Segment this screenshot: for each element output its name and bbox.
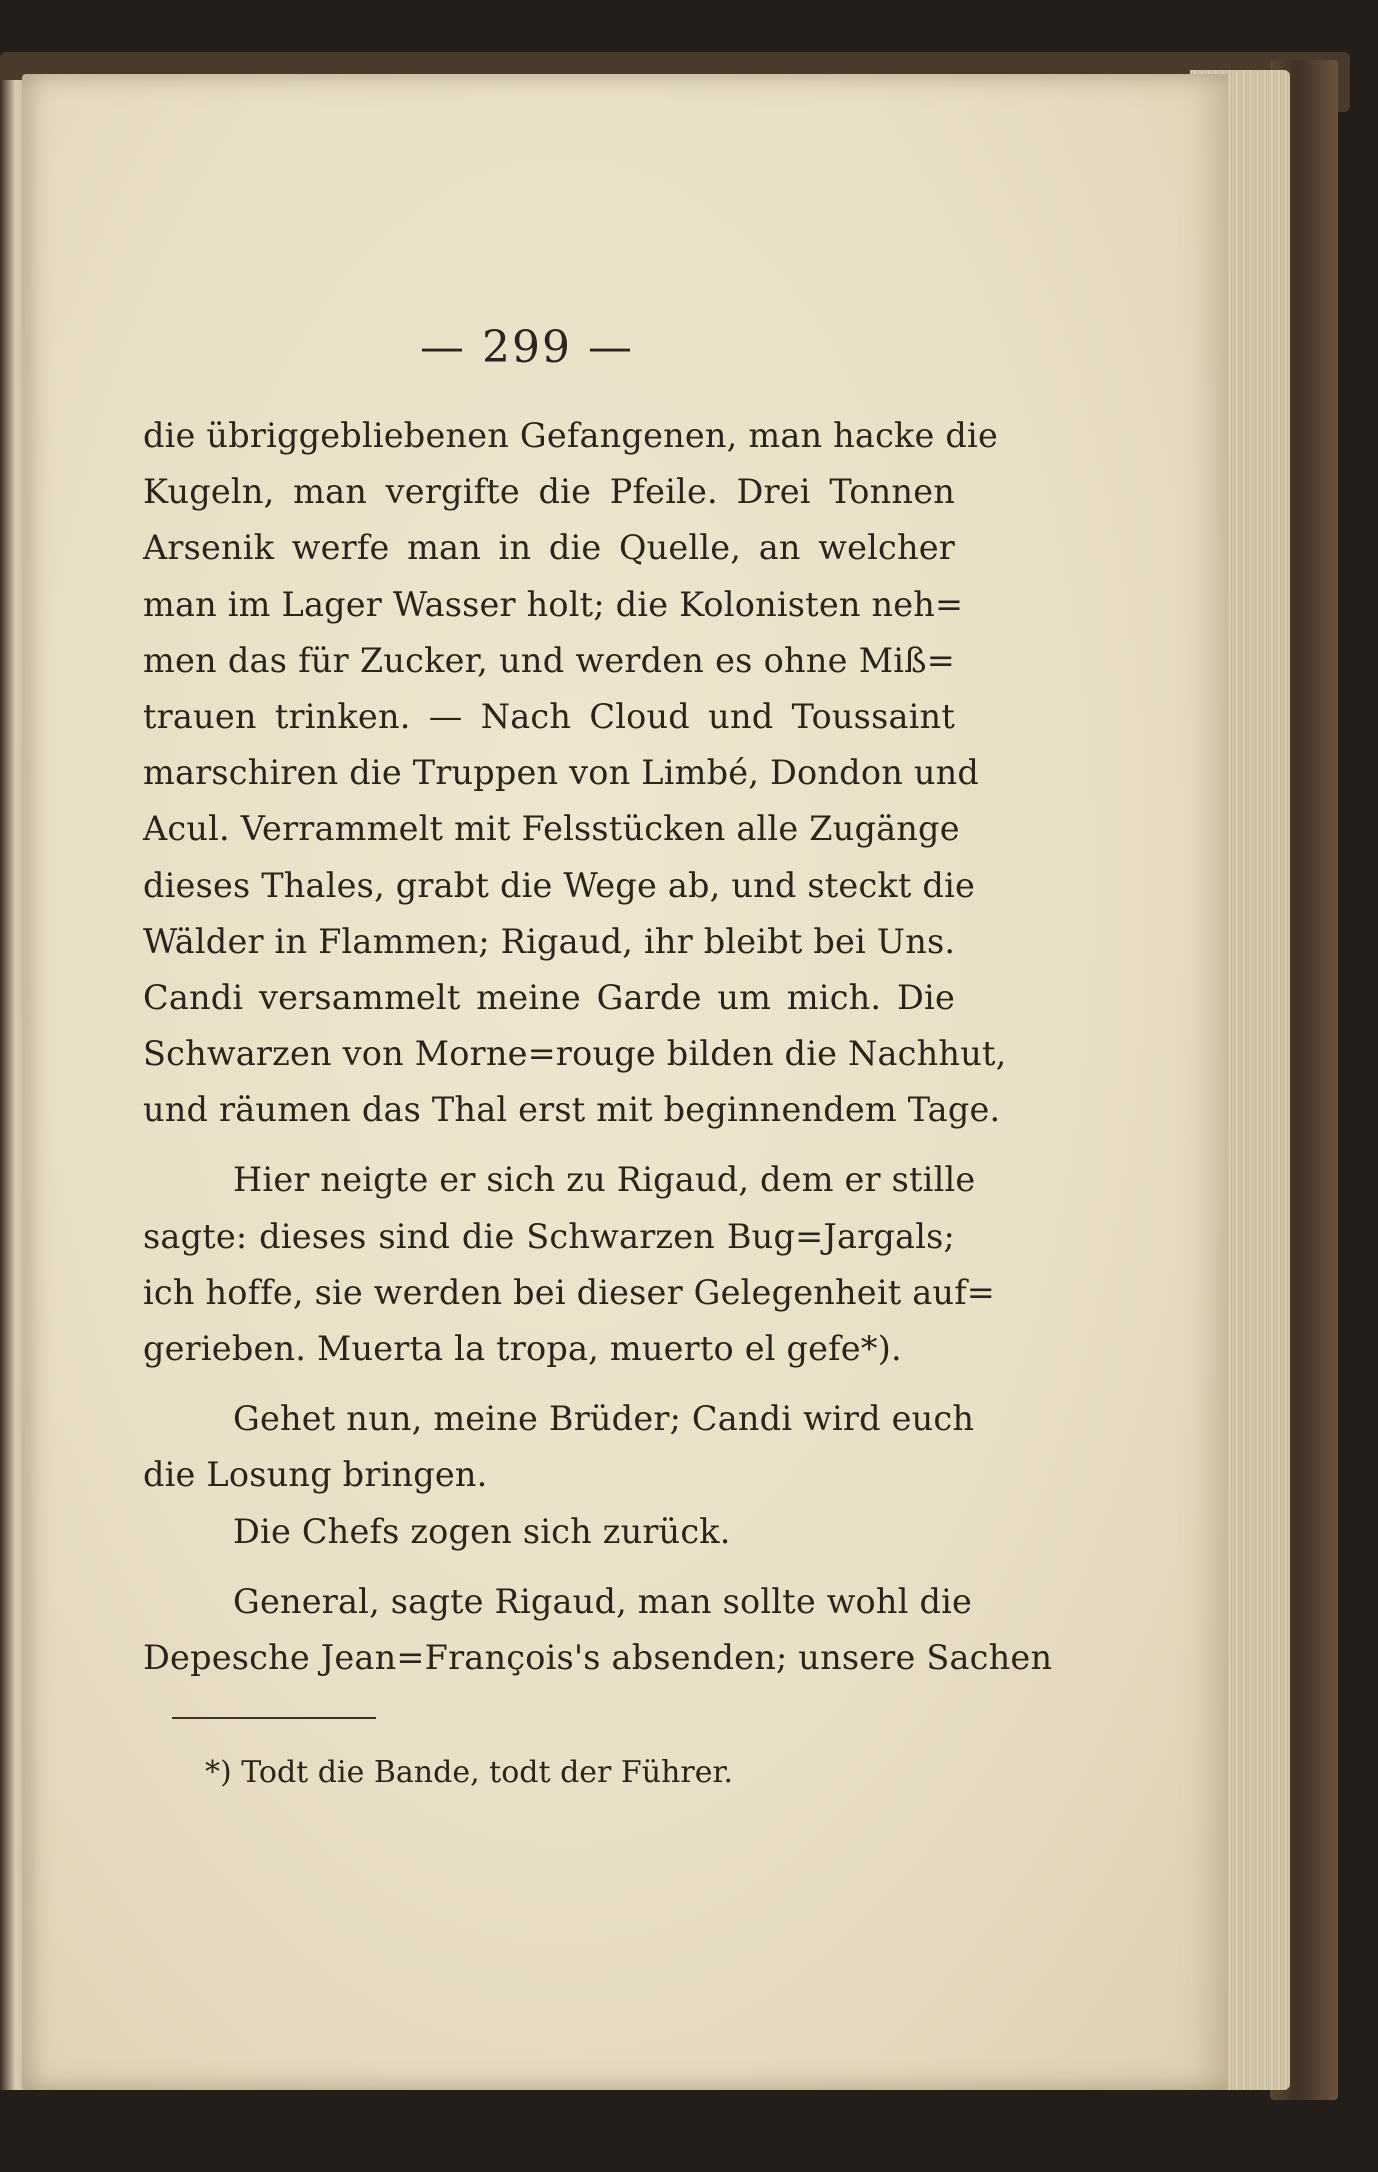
text-line: die übriggebliebenen Gefangenen, man hacke die (143, 416, 998, 455)
text-line: Schwarzen von Morne=rouge bilden die Nachhut, (143, 1034, 1007, 1074)
text-line: Die Chefs zogen sich zurück. (233, 1511, 731, 1551)
paragraph (143, 1152, 996, 1377)
footnote: *) Todt die Bande, todt der Führer. (205, 1755, 734, 1790)
paragraph (143, 1574, 1053, 1686)
text-line: Wälder in Flammen; Rigaud, ihr bleibt bei Uns. (143, 921, 956, 961)
text-line: und räumen das Thal erst mit beginnendem Tage. (143, 1090, 1001, 1130)
text-line: General, sagte Rigaud, man sollte wohl die (233, 1581, 973, 1621)
text-line: die Losung bringen. (143, 1455, 488, 1495)
text-line: trauen trinken. — Nach Cloud und Toussaint (143, 696, 955, 736)
text-line: sagte: dieses sind die Schwarzen Bug=Jargals; (143, 1216, 955, 1256)
text-line: man im Lager Wasser holt; die Kolonisten neh= (143, 584, 964, 624)
text-line: Arsenik werfe man in die Quelle, an welcher (143, 528, 955, 568)
footnote-divider (172, 1717, 376, 1719)
text-line: ich hoffe, sie werden bei dieser Gelegenheit auf= (143, 1272, 996, 1312)
paragraph-gap (143, 1560, 955, 1574)
paragraph-gap (143, 1377, 955, 1391)
paragraph (143, 408, 1007, 1138)
text-line: Kugeln, man vergifte die Pfeile. Drei Tonnen (143, 472, 955, 512)
text-line: Acul. Verrammelt mit Felsstücken alle Zugänge (143, 809, 960, 849)
text-line: dieses Thales, grabt die Wege ab, und steckt die (143, 865, 976, 905)
body-text (143, 408, 1053, 1686)
page-number: — 299 — (420, 322, 634, 373)
text-line: Depesche Jean=François's absenden; unsere Sachen (143, 1637, 1053, 1677)
paragraph (143, 1504, 955, 1560)
text-line: men das für Zucker, und werden es ohne Miß= (143, 640, 955, 680)
text-line: Gehet nun, meine Brüder; Candi wird euch (233, 1399, 975, 1439)
paragraph (143, 1391, 975, 1503)
text-line: Hier neigte er sich zu Rigaud, dem er stille (233, 1160, 976, 1200)
text-line: gerieben. Muerta la tropa, muerto el gefe*). (143, 1329, 902, 1368)
text-line: Candi versammelt meine Garde um mich. Die (143, 977, 955, 1017)
paragraph-gap (143, 1138, 955, 1152)
text-line: marschiren die Truppen von Limbé, Dondon und (143, 753, 980, 793)
